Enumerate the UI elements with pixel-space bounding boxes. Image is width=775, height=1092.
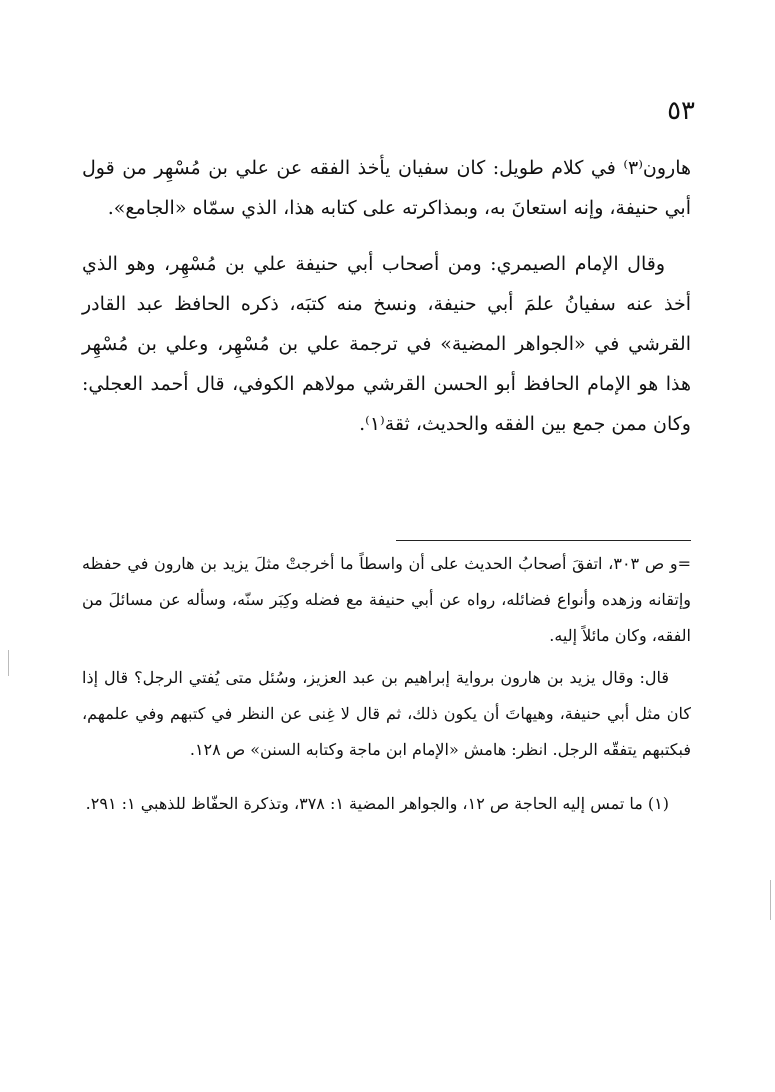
scan-margin-mark bbox=[8, 650, 9, 676]
page-number: ٥٣ bbox=[667, 96, 695, 126]
main-paragraph-1: هارون⁽٣⁾ في كلام طويل: كان سفيان يأخذ الفقه عن علي بن مُسْهِر من قول أبي حنيفة، وإنه استعانَ به، وبمذاكرته على كتابه هذا، الذي سمّاه «الجامع». bbox=[82, 157, 691, 219]
scan-margin-mark bbox=[770, 880, 771, 920]
footnote-continuation: =و ص ٣٠٣، اتفقَ أصحابُ الحديث على أن واسطاً ما أخرجتْ مثلَ يزيد بن هارون في حفظه وإتقانه وزهده وأنواع فضائله، رواه عن أبي حنيفة مع فضله وكِبَر سنّه، وسأله عن مسائلَ من الفقه، وكان مائلاً إليه. bbox=[82, 554, 692, 645]
footnote-1: (١) ما تمس إليه الحاجة ص ١٢، والجواهر المضية ١: ٣٧٨، وتذكرة الحفّاظ للذهبي ١: ٢٩١. bbox=[85, 794, 669, 813]
footnote-continuation-2: قال: وقال يزيد بن هارون برواية إبراهيم بن عبد العزيز، وسُئل متى يُفتي الرجل؟ قال إذا كان مثل أبي حنيفة، وهيهاتَ أن يكون ذلك، ثم قال لا غِنى عن النظر في كتبهم وفي علمهم، فبكتبهم يتفقّه الرجل. انظر: هامش «الإمام ابن ماجة وكتابه السنن» ص ١٢٨. bbox=[82, 668, 691, 759]
main-paragraph-2: وقال الإمام الصيمري: ومن أصحاب أبي حنيفة علي بن مُسْهِر، وهو الذي أخذ عنه سفيانُ علمَ أبي حنيفة، ونسخ منه كتبَه، ذكره الحافظ عبد القادر القرشي في «الجواهر المضية» في ترجمة علي بن مُسْهِر، وعلي بن مُسْهِر هذا هو الإمام الحافظ أبو الحسن القرشي مولاهم الكوفي، قال أحمد العجلي: وكان ممن جمع بين الفقه والحديث، ثقة⁽١⁾. bbox=[82, 253, 691, 435]
footnote-separator bbox=[396, 540, 691, 541]
footnotes bbox=[82, 546, 691, 822]
main-text bbox=[82, 148, 691, 444]
